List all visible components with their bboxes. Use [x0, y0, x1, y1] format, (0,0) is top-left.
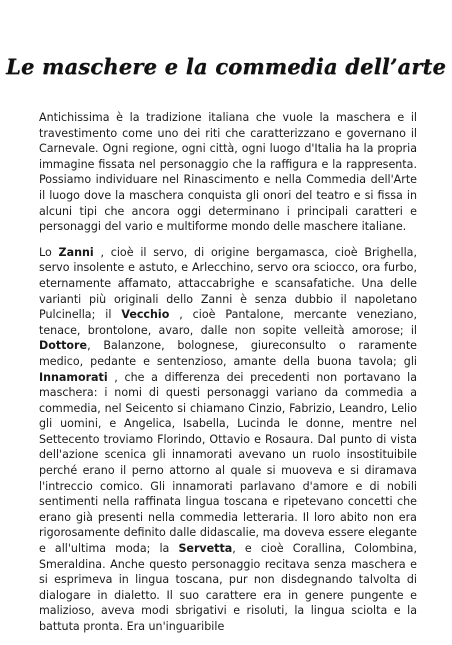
paragraph-characters [39, 245, 417, 635]
document-title: Le maschere e la commedia dell’arte [5, 54, 447, 79]
document-body [39, 110, 417, 645]
term-vecchio: Vecchio [121, 308, 170, 322]
text-segment: , cioè Pantalone, mercante veneziano, tenace, brontolone, avaro, dalle non sopite velleità amorose; il [39, 308, 417, 337]
term-innamorati: Innamorati [39, 370, 108, 384]
text-segment: , che a differenza dei precedenti non portavano la maschera: i nomi di questi personaggi variano da commedia a commedia, nel Seicento si chiamano Cinzio, Fabrizio, Leandro, Lelio gli uomini, e Angelica, Isabella, Lucinda le donne, mentre nel Settecento troviamo Florindo, Ottavio e Rosaura. Dal punto di vista dell'azione scenica gli innamorati avevano un ruolo insostituibile perché erano il perno attorno al quale si muoveva e si diramava l'intreccio comico. Gli innamorati parlavano d'amore e di nobili sentimenti nella raffinata lingua toscana e ripetevano concetti che erano già presenti nella commedia letteraria. Il loro abito non era rigorosamente definito dalle didascalie, ma doveva essere elegante e all'ultima moda; la [39, 370, 417, 556]
text-segment: , Balanzone, bolognese, giureconsulto o raramente medico, pedante e sentenzioso, amante della buona tavola; gli [39, 339, 417, 368]
term-dottore: Dottore [39, 339, 88, 353]
text-segment: Lo [39, 245, 59, 259]
text-segment: , e cioè Corallina, Colombina, Smeraldina. Anche questo personaggio recitava senza maschera e si esprimeva in lingua toscana, pur non disdegnando talvolta di dialogare in dialetto. Il suo carattere era in genere pungente e malizioso, aveva modi sbrigativi e risoluti, la lingua sciolta e la battuta pronta. Era un'inguaribile [39, 542, 417, 633]
term-servetta: Servetta [178, 542, 233, 556]
term-zanni: Zanni [58, 245, 94, 259]
text-segment: , cioè il servo, di origine bergamasca, cioè Brighella, servo insolente e astuto, e Arlecchino, servo ora sciocco, ora furbo, eternamente affamato, attaccabrighe e scansafatiche. Una delle varianti più originali dello Zanni è senza dubbio il napoletano Pulcinella; il [39, 245, 417, 322]
paragraph-intro: Antichissima è la tradizione italiana che vuole la maschera e il travestimento come uno dei riti che caratterizzano e governano il Carnevale. Ogni regione, ogni città, ogni luogo d'Italia ha la propria immagine fissata nel personaggio che la raffigura e la rappresenta. Possiamo individuare nel Rinascimento e nella Commedia dell'Arte il luogo dove la maschera conquista gli onori del teatro e si fissa in alcuni tipi che ancora oggi determinano i principali caratteri e personaggi del vario e multiforme mondo delle maschere italiane. [39, 111, 417, 234]
